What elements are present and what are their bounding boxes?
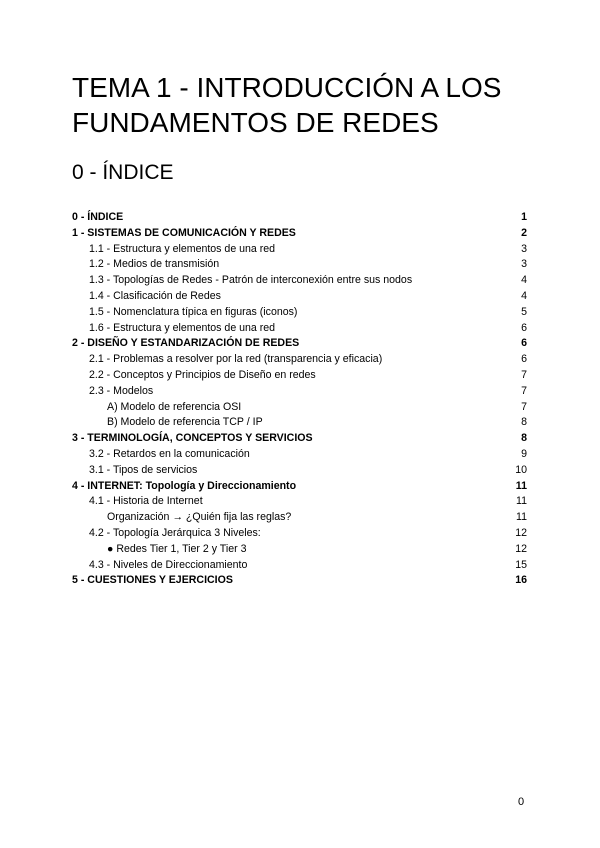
toc-entry-page: 4: [521, 274, 527, 287]
toc-entry-page: 2: [521, 226, 527, 239]
toc-entry-page: 12: [515, 542, 527, 555]
toc-entry-page: 8: [521, 432, 527, 445]
toc-entry-page: 8: [521, 416, 527, 429]
toc-entry-page: 3: [521, 242, 527, 255]
toc-entry-title: ● Redes Tier 1, Tier 2 y Tier 3: [107, 542, 247, 555]
toc-entry-page: 15: [515, 558, 527, 571]
toc-entry-page: 7: [521, 384, 527, 397]
toc-entry[interactable]: [72, 242, 527, 258]
toc-entry-page: 11: [516, 495, 527, 508]
toc-entry-page: 5: [521, 305, 527, 318]
toc-entry-page: 9: [521, 447, 527, 460]
toc-entry[interactable]: [72, 542, 527, 558]
toc-entry-page: 12: [515, 526, 527, 539]
toc-entry-page: 6: [521, 337, 527, 350]
toc-entry-page: 7: [521, 400, 527, 413]
toc-entry[interactable]: [72, 352, 527, 368]
toc-entry-title: B) Modelo de referencia TCP / IP: [107, 416, 263, 429]
toc-entry[interactable]: [72, 558, 527, 574]
toc-entry-title: 1.1 - Estructura y elementos de una red: [89, 242, 276, 255]
toc-entry[interactable]: [72, 273, 527, 289]
document-title: TEMA 1 - INTRODUCCIÓN A LOS FUNDAMENTOS DE REDES: [72, 72, 502, 138]
toc-entry[interactable]: [72, 289, 527, 305]
toc-entry-title: 1.5 - Nomenclatura típica en figuras (iconos): [89, 305, 298, 318]
toc-entry[interactable]: [72, 210, 527, 226]
toc-entry-page: 16: [515, 574, 527, 587]
toc-entry-title: 3.1 - Tipos de servicios: [89, 463, 198, 476]
toc-entry[interactable]: [72, 321, 527, 337]
toc-entry-title: 4 - INTERNET: Topología y Direccionamiento: [72, 479, 297, 492]
toc-entry-page: 7: [521, 368, 527, 381]
toc-entry[interactable]: [72, 384, 527, 400]
toc-entry-page: 6: [521, 321, 527, 334]
toc-entry[interactable]: [72, 400, 527, 416]
toc-entry-title: 3.2 - Retardos en la comunicación: [89, 447, 250, 460]
toc-entry-title: Organización → ¿Quién fija las reglas?: [107, 511, 292, 524]
table-of-contents: [72, 210, 527, 589]
toc-entry-title: 1.4 - Clasificación de Redes: [89, 289, 221, 302]
toc-entry[interactable]: [72, 336, 527, 352]
toc-entry-title: 3 - TERMINOLOGÍA, CONCEPTOS Y SERVICIOS: [72, 432, 313, 445]
toc-entry-title: 0 - ÍNDICE: [72, 211, 124, 223]
toc-entry-title: 2 - DISEÑO Y ESTANDARIZACIÓN DE REDES: [72, 337, 300, 350]
toc-entry-page: 4: [521, 289, 527, 302]
toc-entry-title: A) Modelo de referencia OSI: [107, 400, 242, 413]
toc-entry[interactable]: [72, 463, 527, 479]
toc-entry[interactable]: [72, 510, 527, 526]
toc-entry-title: 1 - SISTEMAS DE COMUNICACIÓN Y REDES: [72, 226, 296, 239]
toc-entry[interactable]: [72, 431, 527, 447]
toc-entry-page: 6: [521, 353, 527, 366]
toc-entry-page: 1: [521, 211, 527, 223]
toc-entry-title: 1.3 - Topologías de Redes - Patrón de interconexión entre sus nodos: [89, 274, 413, 287]
toc-entry-title: 2.1 - Problemas a resolver por la red (transparencia y eficacia): [89, 353, 383, 366]
toc-entry[interactable]: [72, 368, 527, 384]
toc-entry[interactable]: [72, 415, 527, 431]
toc-entry[interactable]: [72, 305, 527, 321]
toc-entry[interactable]: [72, 494, 527, 510]
page-number: 0: [518, 796, 525, 808]
section-heading: 0 - ÍNDICE: [72, 161, 174, 184]
toc-entry-page: 10: [515, 463, 527, 476]
toc-entry-title: 1.6 - Estructura y elementos de una red: [89, 321, 276, 334]
toc-entry[interactable]: [72, 257, 527, 273]
toc-entry[interactable]: [72, 526, 527, 542]
toc-entry-page: 3: [521, 258, 527, 271]
toc-entry-title: 4.3 - Niveles de Direccionamiento: [89, 558, 248, 571]
toc-entry[interactable]: [72, 226, 527, 242]
toc-entry-title: 1.2 - Medios de transmisión: [89, 258, 220, 271]
toc-entry-page: 11: [515, 479, 527, 492]
toc-entry-page: 11: [516, 511, 527, 524]
toc-entry-title: 4.2 - Topología Jerárquica 3 Niveles:: [89, 526, 261, 539]
toc-entry-title: 2.3 - Modelos: [89, 384, 154, 397]
toc-entry[interactable]: [72, 447, 527, 463]
toc-entry-title: 2.2 - Conceptos y Principios de Diseño en redes: [89, 368, 316, 381]
toc-entry[interactable]: [72, 479, 527, 495]
toc-entry[interactable]: [72, 573, 527, 589]
toc-entry-title: 5 - CUESTIONES Y EJERCICIOS: [72, 574, 233, 587]
toc-entry-title: 4.1 - Historia de Internet: [89, 495, 203, 508]
